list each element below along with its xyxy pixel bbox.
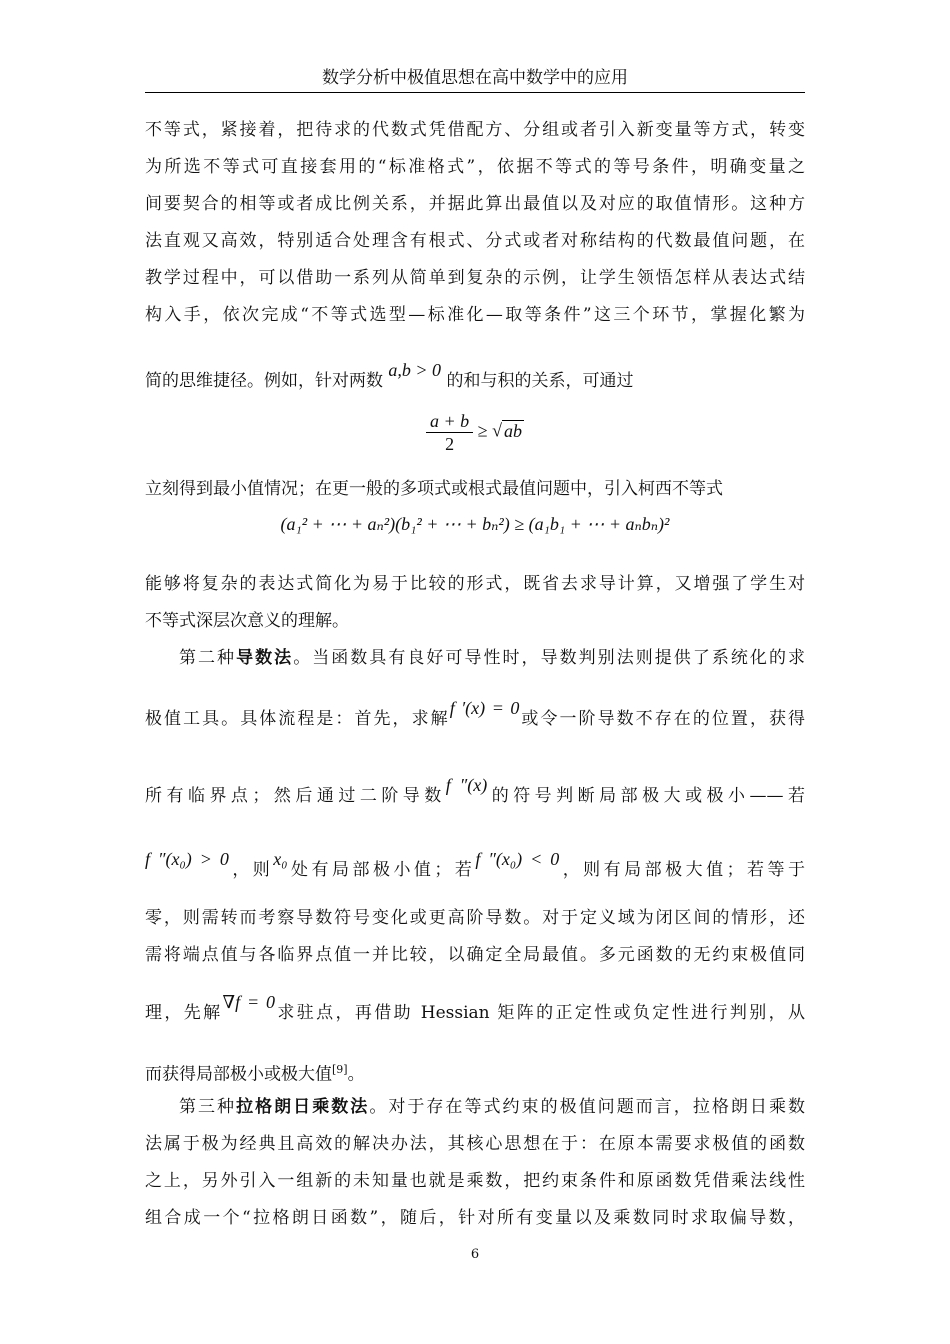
paragraph-line <box>145 360 805 393</box>
fraction <box>426 410 473 455</box>
text-run: 第二种 <box>179 648 237 668</box>
paragraph-line <box>145 698 806 731</box>
paragraph-line: 零，则需转而考察导数符号变化或更高阶导数。对于定义域为闭区间的情形，还 <box>145 908 805 928</box>
equation-cauchy: (a₁² + ⋯ + aₙ²)(b₁² + ⋯ + bₙ²) ≥ (a₁b₁ + ⋯ + aₙbₙ)² <box>280 514 670 534</box>
inline-formula: ∇f = 0 <box>222 992 275 1012</box>
text-run: 。 <box>347 1064 365 1085</box>
text-run: 极值工具。具体流程是：首先，求解 <box>145 709 450 729</box>
paragraph-line: 教学过程中，可以借助一系列从简单到复杂的示例，让学生领悟怎样从表达式结 <box>145 268 805 288</box>
inline-formula: a,b > 0 <box>388 360 442 380</box>
text-run: 。对于存在等式约束的极值问题而言，拉格朗日乘数 <box>369 1097 805 1117</box>
equation-am-gm <box>145 410 805 455</box>
method-name-derivative: 导数法 <box>236 648 294 668</box>
running-title: 数学分析中极值思想在高中数学中的应用 <box>322 68 628 88</box>
paragraph-line: 为所选不等式可直接套用的“标准格式”，依据不等式的等号条件，明确变量之 <box>145 157 805 177</box>
text-run: 第三种 <box>179 1097 237 1117</box>
paragraph-line: 需将端点值与各临界点值一并比较，以确定全局最值。多元函数的无约束极值同 <box>145 945 805 965</box>
paragraph-line <box>145 1095 805 1119</box>
citation: [9] <box>332 1063 348 1076</box>
inline-formula: x₀ <box>273 849 288 869</box>
paragraph-line <box>145 849 806 882</box>
paragraph-line <box>145 646 805 670</box>
text-run: 简的思维捷径。例如，针对两数 <box>145 371 383 391</box>
text-run: ，则 <box>228 860 274 880</box>
paragraph-line: 组合成一个“拉格朗日函数”，随后，针对所有变量以及乘数同时求取偏导数， <box>145 1208 805 1228</box>
paragraph-line: 立刻得到最小值情况；在更一般的多项式或根式最值问题中，引入柯西不等式 <box>145 479 723 499</box>
fraction-denominator: 2 <box>445 434 455 454</box>
text-run: 。当函数具有良好可导性时，导数判别法则提供了系统化的求 <box>293 648 805 668</box>
radical-sign: √ <box>492 420 502 441</box>
paragraph-line: 法属于极为经典且高效的解决办法，其核心思想在于：在原本需要求极值的函数 <box>145 1134 805 1154</box>
paragraph-line: 间要契合的相等或者成比例关系，并据此算出最值以及对应的取值情形。这种方 <box>145 194 805 214</box>
text-run: 的和与积的关系，可通过 <box>446 371 634 391</box>
page-header <box>145 66 805 93</box>
radicand: ab <box>503 420 522 441</box>
text-run: 的符号判断局部极大或极小——若 <box>487 786 805 806</box>
paragraph-line: 法直观又高效，特别适合处理含有根式、分式或者对称结构的代数最值问题，在 <box>145 231 805 251</box>
text-run: 或令一阶导数不存在的位置，获得 <box>519 709 806 729</box>
text-run: 理，先解 <box>145 1003 223 1023</box>
text-run: ，则有局部极大值；若等于 <box>559 860 806 880</box>
text-run: 处有局部极小值；若 <box>287 860 476 880</box>
text-run: 所有临界点；然后通过二阶导数 <box>145 786 446 806</box>
paragraph-line <box>145 992 805 1025</box>
text-run: 求驻点，再借助 Hessian 矩阵的正定性或负定性进行判别，从 <box>274 1003 805 1023</box>
fraction-numerator: a + b <box>426 410 473 433</box>
text-run: 而获得局部极小或极大值 <box>145 1064 332 1085</box>
inline-formula: f ″(x) <box>445 775 488 795</box>
paragraph-line: 之上，另外引入一组新的未知量也就是乘数，把约束条件和原函数凭借乘法线性 <box>145 1171 805 1191</box>
relation-symbol: ≥ <box>477 420 488 441</box>
paragraph-line: 不等式，紧接着，把待求的代数式凭借配方、分组或者引入新变量等方式，转变 <box>145 120 805 140</box>
method-name-lagrange: 拉格朗日乘数法 <box>236 1097 370 1117</box>
inline-formula: f ′(x) = 0 <box>449 698 520 718</box>
inline-formula: f ″(x₀) > 0 <box>145 849 229 869</box>
paragraph-line: 能够将复杂的表达式简化为易于比较的形式，既省去求导计算，又增强了学生对 <box>145 574 805 594</box>
paragraph-line <box>145 775 805 808</box>
page-number: 6 <box>470 1247 480 1262</box>
paragraph-line: 不等式深层次意义的理解。 <box>145 611 349 631</box>
paragraph-line <box>145 1058 805 1087</box>
paragraph-line: 构入手，依次完成“不等式选型—标准化—取等条件”这三个环节，掌握化繁为 <box>145 305 805 325</box>
inline-formula: f ″(x₀) < 0 <box>475 849 560 869</box>
